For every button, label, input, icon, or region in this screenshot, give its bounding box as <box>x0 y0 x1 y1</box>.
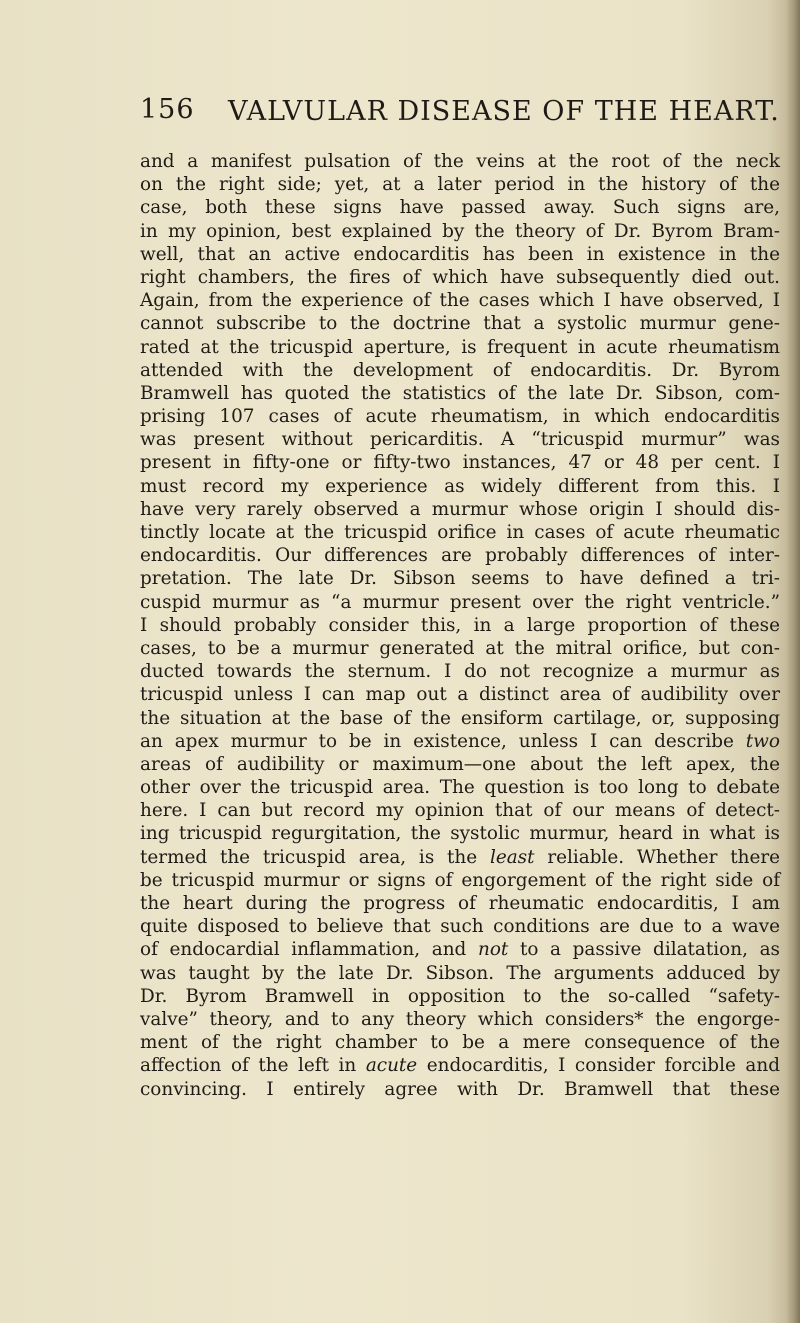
text-segment: an apex murmur to be in existence, unless I can describe <box>140 730 734 752</box>
text-line <box>140 730 780 753</box>
text-line: and a manifest pulsation of the veins at the root of the neck <box>140 151 780 172</box>
text-line: Again, from the experience of the cases which I have observed, I <box>140 290 780 312</box>
text-line: other over the tricuspid area. The question is too long to debate <box>140 777 780 799</box>
text-line <box>140 1054 780 1077</box>
text-line: the heart during the progress of rheumatic endocarditis, I am <box>140 893 780 914</box>
text-line: ment of the right chamber to be a mere consequence of the <box>140 1032 780 1054</box>
text-line: here. I can but record my opinion that of our means of detect- <box>140 800 780 822</box>
page-header <box>140 94 780 134</box>
text-line: I should probably consider this, in a large proportion of these <box>140 614 780 636</box>
text-line: tricuspid unless I can map out a distinct area of audibility over <box>140 684 780 706</box>
text-line: Dr. Byrom Bramwell in opposition to the so-called “safety- <box>140 985 780 1007</box>
text-line: ing tricuspid regurgitation, the systolic murmur, heard in what is <box>140 823 780 845</box>
text-segment: of endocardial inflammation, and <box>140 939 467 961</box>
text-line: cannot subscribe to the doctrine that a systolic murmur gene- <box>140 313 780 335</box>
text-line: convincing. I entirely agree with Dr. Bramwell that these <box>140 1078 780 1100</box>
text-line: endocarditis. Our differences are probably differences of inter- <box>140 545 780 567</box>
text-line: ducted towards the sternum. I do not recognize a murmur as <box>140 661 780 683</box>
text-line: was taught by the late Dr. Sibson. The arguments adduced by <box>140 962 780 984</box>
italic-word: least <box>489 846 535 868</box>
text-line: in my opinion, best explained by the theory of Dr. Byrom Bram- <box>140 220 780 242</box>
text-segment: affection of the left in <box>140 1055 357 1077</box>
text-line: Bramwell has quoted the statistics of the late Dr. Sibson, com- <box>140 382 780 404</box>
text-segment: reliable. Whether there <box>547 846 780 868</box>
text-line: was present without pericarditis. A “tricuspid murmur” was <box>140 429 780 451</box>
text-line: have very rarely observed a murmur whose origin I should dis- <box>140 498 780 520</box>
italic-word: not <box>477 939 509 961</box>
italic-word: two <box>745 730 780 752</box>
text-line: areas of audibility or maximum—one about the left apex, the <box>140 753 780 775</box>
text-segment: endocarditis, I consider forcible and <box>426 1055 780 1077</box>
text-line: cuspid murmur as “a murmur present over the right ventricle.” <box>140 591 780 613</box>
text-line: attended with the development of endocarditis. Dr. Byrom <box>140 359 780 381</box>
text-line: prising 107 cases of acute rheumatism, in which endocarditis <box>140 406 780 428</box>
text-line: tinctly locate at the tricuspid orifice in cases of acute rheumatic <box>140 522 780 543</box>
text-line: present in fifty-one or fifty-two instances, 47 or 48 per cent. I <box>140 452 780 474</box>
running-title: VALVULAR DISEASE OF THE HEART. <box>228 96 780 127</box>
text-line: must record my experience as widely different from this. I <box>140 475 780 497</box>
italic-word: acute <box>365 1055 418 1077</box>
text-line: cases, to be a murmur generated at the mitral orifice, but con- <box>140 637 780 659</box>
text-line: on the right side; yet, at a later period in the history of the <box>140 174 780 196</box>
text-line: valve” theory, and to any theory which considers* the engorge- <box>140 1008 780 1030</box>
text-line: case, both these signs have passed away. Such signs are, <box>140 197 780 219</box>
text-line <box>140 846 780 869</box>
text-line: pretation. The late Dr. Sibson seems to have defined a tri- <box>140 568 780 590</box>
text-segment: termed the tricuspid area, is the <box>140 846 478 868</box>
page-edge-shadow <box>786 0 800 1323</box>
body-text <box>140 150 780 1101</box>
page-number: 156 <box>140 94 195 125</box>
text-line <box>140 938 780 961</box>
text-line: well, that an active endocarditis has been in existence in the <box>140 243 780 265</box>
text-line: right chambers, the fires of which have subsequently died out. <box>140 266 780 288</box>
text-line: the situation at the base of the ensiform cartilage, or, supposing <box>140 707 780 729</box>
text-line: quite disposed to believe that such conditions are due to a wave <box>140 916 780 938</box>
text-line: be tricuspid murmur or signs of engorgement of the right side of <box>140 869 780 891</box>
text-segment: to a passive dilatation, as <box>519 939 780 961</box>
text-line: rated at the tricuspid aperture, is frequent in acute rheumatism <box>140 336 780 358</box>
